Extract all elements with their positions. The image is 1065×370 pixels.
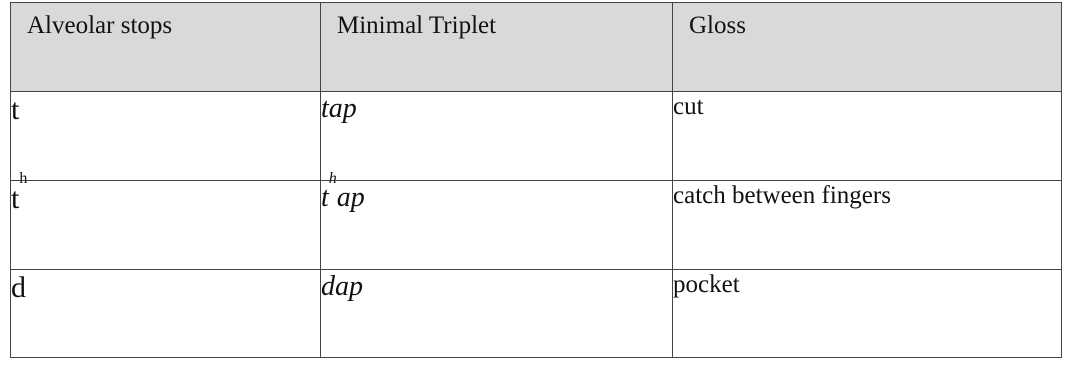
- word-cell: [321, 270, 673, 358]
- segment-base: t: [11, 93, 20, 126]
- segment-base: d: [11, 271, 26, 304]
- gloss-cell: pocket: [673, 270, 1062, 358]
- segment-base: t: [11, 182, 20, 215]
- minimal-triplet-table: [10, 2, 1062, 358]
- table-header-row: [11, 3, 1062, 92]
- word-rime: ap: [335, 271, 363, 302]
- segment-cell: [11, 92, 321, 181]
- word-rime: ap: [336, 182, 365, 213]
- word-cell: [321, 92, 673, 181]
- segment-aspiration: h: [19, 170, 28, 187]
- word-rime: ap: [328, 93, 357, 124]
- table-row: [11, 181, 1062, 270]
- table-row: [11, 92, 1062, 181]
- gloss-cell: catch between fingers: [673, 181, 1062, 270]
- word-aspiration: h: [328, 170, 337, 187]
- table-row: [11, 270, 1062, 358]
- word-onset: t: [321, 93, 329, 124]
- gloss-cell: cut: [673, 92, 1062, 181]
- header-gloss: Gloss: [673, 3, 1062, 92]
- segment-cell: [11, 270, 321, 358]
- word-onset: t: [321, 182, 329, 213]
- header-alveolar-stops: Alveolar stops: [11, 3, 321, 92]
- word-onset: d: [321, 271, 335, 302]
- header-minimal-triplet: Minimal Triplet: [321, 3, 673, 92]
- segment-cell: [11, 170, 321, 270]
- word-cell: [321, 170, 673, 270]
